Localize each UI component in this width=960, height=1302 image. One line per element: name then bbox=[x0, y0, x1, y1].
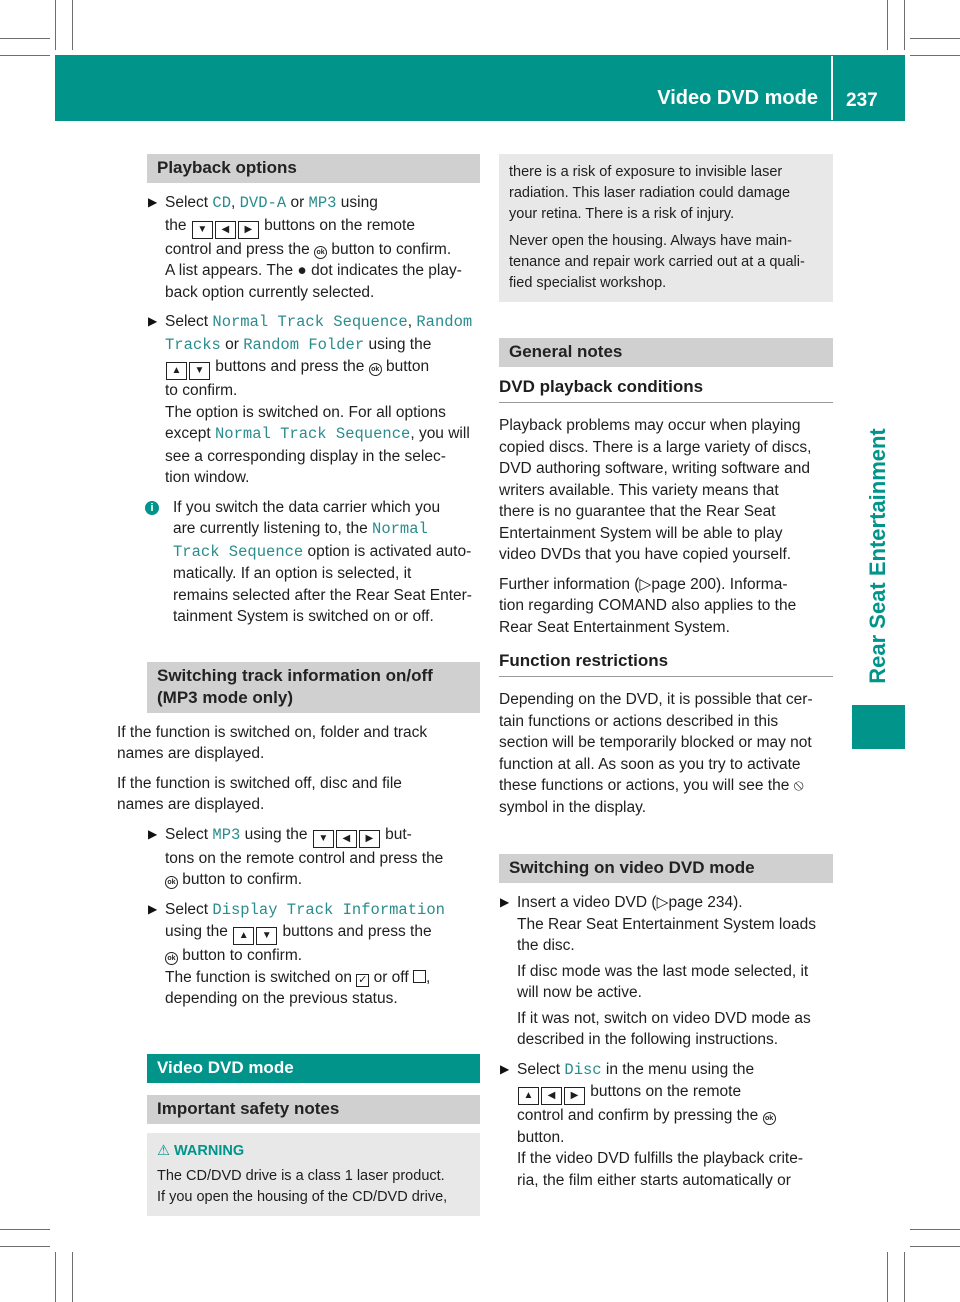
up-button-icon: ▲ bbox=[233, 927, 254, 945]
step-arrow-icon: ▶ bbox=[148, 826, 158, 841]
step-arrow-icon: ▶ bbox=[148, 314, 158, 328]
instruction-step: ▶ Select Disc in the menu using the ▲ ◀ ▶ buttons on the remote control and confirm by pressing the ok button. If the video DVD fulfills the playback crite- ria, the film either starts automatically or bbox=[500, 1060, 804, 1189]
checkbox-checked-icon: ✓ bbox=[358, 973, 368, 986]
instruction-step: ▶ Select Display Track Information using the ▲ ▼ buttons and press the ok button to confirm. The function is switched on ✓ or off , depending on the previous status. bbox=[148, 900, 445, 1007]
subheading-function-restrictions: Function restrictions bbox=[499, 650, 833, 677]
ok-button-icon: ok bbox=[763, 1112, 776, 1125]
crop-mark bbox=[904, 0, 905, 50]
menu-item-cd: CD bbox=[212, 194, 231, 212]
crop-mark bbox=[910, 38, 960, 39]
option-random-tracks: Random bbox=[416, 313, 473, 331]
crop-mark bbox=[904, 1252, 905, 1302]
paragraph: If the function is switched on, folder and track names are displayed. bbox=[117, 723, 428, 762]
section-heading-general-notes: General notes bbox=[499, 338, 833, 367]
option-normal-track-sequence: Normal Track Sequence bbox=[212, 313, 408, 331]
menu-item-mp3: MP3 bbox=[212, 825, 241, 844]
ok-button-icon: ok bbox=[165, 876, 178, 889]
right-button-icon: ▶ bbox=[564, 1087, 585, 1105]
paragraph: If the function is switched off, disc and file names are displayed. bbox=[117, 774, 402, 813]
paragraph: Playback problems may occur when playing copied discs. There is a large variety of discs, DVD authoring software, writing software and writers available. This variety means that there is no guarantee that the Rear Seat Entertainment System will be able to play video DVDs that you have copied yourself. bbox=[499, 417, 812, 563]
crop-mark bbox=[0, 1229, 50, 1230]
crop-mark bbox=[887, 0, 888, 50]
up-button-icon: ▲ bbox=[518, 1087, 539, 1105]
down-button-icon: ▼ bbox=[189, 362, 210, 380]
step-arrow-icon: ▶ bbox=[148, 901, 158, 916]
side-tab-label: Rear Seat Entertainment bbox=[865, 428, 890, 684]
page-reference-arrow-icon: ▷ bbox=[639, 575, 652, 593]
page-number: 237 bbox=[846, 90, 878, 111]
blocked-symbol-icon: ⦸ bbox=[793, 777, 804, 794]
section-heading-switching-on-video-dvd: Switching on video DVD mode bbox=[499, 854, 833, 883]
left-column bbox=[117, 154, 480, 1216]
crop-mark bbox=[910, 1246, 960, 1247]
instruction-step: ▶ Select MP3 using the ▼ ◀ ▶ but- tons on the remote control and press the ok button to confirm. bbox=[148, 825, 444, 888]
warning-box-continued: there is a risk of exposure to invisible laser radiation. This laser radiation could damage your retina. There is a risk of injury. Never open the housing. Always have main- tenance and repair work carried out at a quali- fied specialist workshop. bbox=[499, 154, 833, 302]
instruction-step: ▶ Select CD, DVD-A or MP3 using the ▼ ◀ ▶ buttons on the remote control and press the ok button to confirm. A list appears. The ● dot indicates the play- back option currently selected. bbox=[148, 194, 462, 301]
menu-item-mp3: MP3 bbox=[308, 194, 337, 212]
crop-mark bbox=[0, 1246, 50, 1247]
warning-triangle-icon: ⚠ bbox=[157, 1142, 170, 1159]
menu-item-display-track-information: Display Track Information bbox=[212, 900, 445, 919]
menu-item-dvd-a: DVD-A bbox=[239, 194, 287, 212]
up-button-icon: ▲ bbox=[166, 362, 187, 380]
side-tab-marker bbox=[852, 705, 905, 749]
header-divider bbox=[831, 56, 833, 120]
ok-button-icon: ok bbox=[165, 952, 178, 965]
menu-item-disc: Disc bbox=[564, 1060, 602, 1079]
crop-mark bbox=[0, 55, 50, 56]
ok-button-icon: ok bbox=[369, 363, 382, 376]
warning-heading: ⚠ WARNING bbox=[157, 1142, 245, 1159]
step-arrow-icon: ▶ bbox=[500, 1061, 510, 1076]
selected-dot-icon: ● bbox=[297, 262, 307, 279]
crop-mark bbox=[887, 1252, 888, 1302]
paragraph: Depending on the DVD, it is possible that cer- tain functions or actions described in this section will be temporarily blocked or may not function at all. As soon as you try to activate these functions or actions, you will see the ⦸ symbol in the display. bbox=[499, 691, 813, 816]
section-heading-safety-notes: Important safety notes bbox=[147, 1095, 480, 1124]
left-button-icon: ◀ bbox=[215, 221, 236, 239]
down-button-icon: ▼ bbox=[192, 221, 213, 239]
header-title: Video DVD mode bbox=[657, 87, 818, 109]
down-button-icon: ▼ bbox=[256, 927, 277, 945]
section-heading-switching-track-info: Switching track information on/off (MP3 mode only) bbox=[147, 662, 480, 713]
left-button-icon: ◀ bbox=[336, 830, 357, 848]
section-heading-playback-options: Playback options bbox=[147, 154, 480, 183]
right-button-icon: ▶ bbox=[359, 830, 380, 848]
subheading-dvd-playback-conditions: DVD playback conditions bbox=[499, 376, 833, 403]
page-reference-arrow-icon: ▷ bbox=[656, 894, 669, 911]
crop-mark bbox=[55, 0, 56, 50]
step-arrow-icon: ▶ bbox=[500, 895, 510, 909]
down-button-icon: ▼ bbox=[313, 830, 334, 848]
crop-mark bbox=[0, 38, 50, 39]
option-random-folder: Random Folder bbox=[243, 335, 365, 354]
info-note: i If you switch the data carrier which you are currently listening to, the Normal Track Sequence option is activated auto- matically. If an option is selected, it remains selected after the Rear Seat Enter- tainment System is switched on or off. bbox=[147, 497, 480, 628]
crop-mark bbox=[72, 0, 73, 50]
crop-mark bbox=[910, 1229, 960, 1230]
right-button-icon: ▶ bbox=[238, 221, 259, 239]
crop-mark bbox=[55, 1252, 56, 1302]
info-icon: i bbox=[145, 497, 159, 519]
instruction-step: ▶ Insert a video DVD (▷page 234). The Rear Seat Entertainment System loads the disc. If disc mode was the last mode selected, it will now be active. If it was not, switch on video DVD mode as described in the following instructions. bbox=[500, 894, 816, 1048]
left-button-icon: ◀ bbox=[541, 1087, 562, 1105]
warning-box: ⚠ WARNING The CD/DVD drive is a class 1 laser product. If you open the housing of the CD/DVD drive, bbox=[147, 1133, 480, 1216]
checkbox-unchecked-icon bbox=[413, 970, 426, 983]
section-heading-video-dvd-mode: Video DVD mode bbox=[147, 1054, 480, 1083]
step-arrow-icon: ▶ bbox=[148, 195, 158, 209]
crop-mark bbox=[910, 55, 960, 56]
crop-mark bbox=[72, 1252, 73, 1302]
ok-button-icon: ok bbox=[314, 246, 327, 259]
paragraph: Further information (▷page 200). Informa- tion regarding COMAND also applies to the Rear Seat Entertainment System. bbox=[499, 575, 797, 636]
right-column bbox=[499, 154, 833, 1199]
instruction-step: ▶ Select Normal Track Sequence, Random Tracks or Random Folder using the ▲ ▼ buttons and press the ok button to confirm. The option is switched on. For all options except Normal Track Sequence, you will see a corresponding display in the selec- tion window. bbox=[148, 313, 473, 486]
